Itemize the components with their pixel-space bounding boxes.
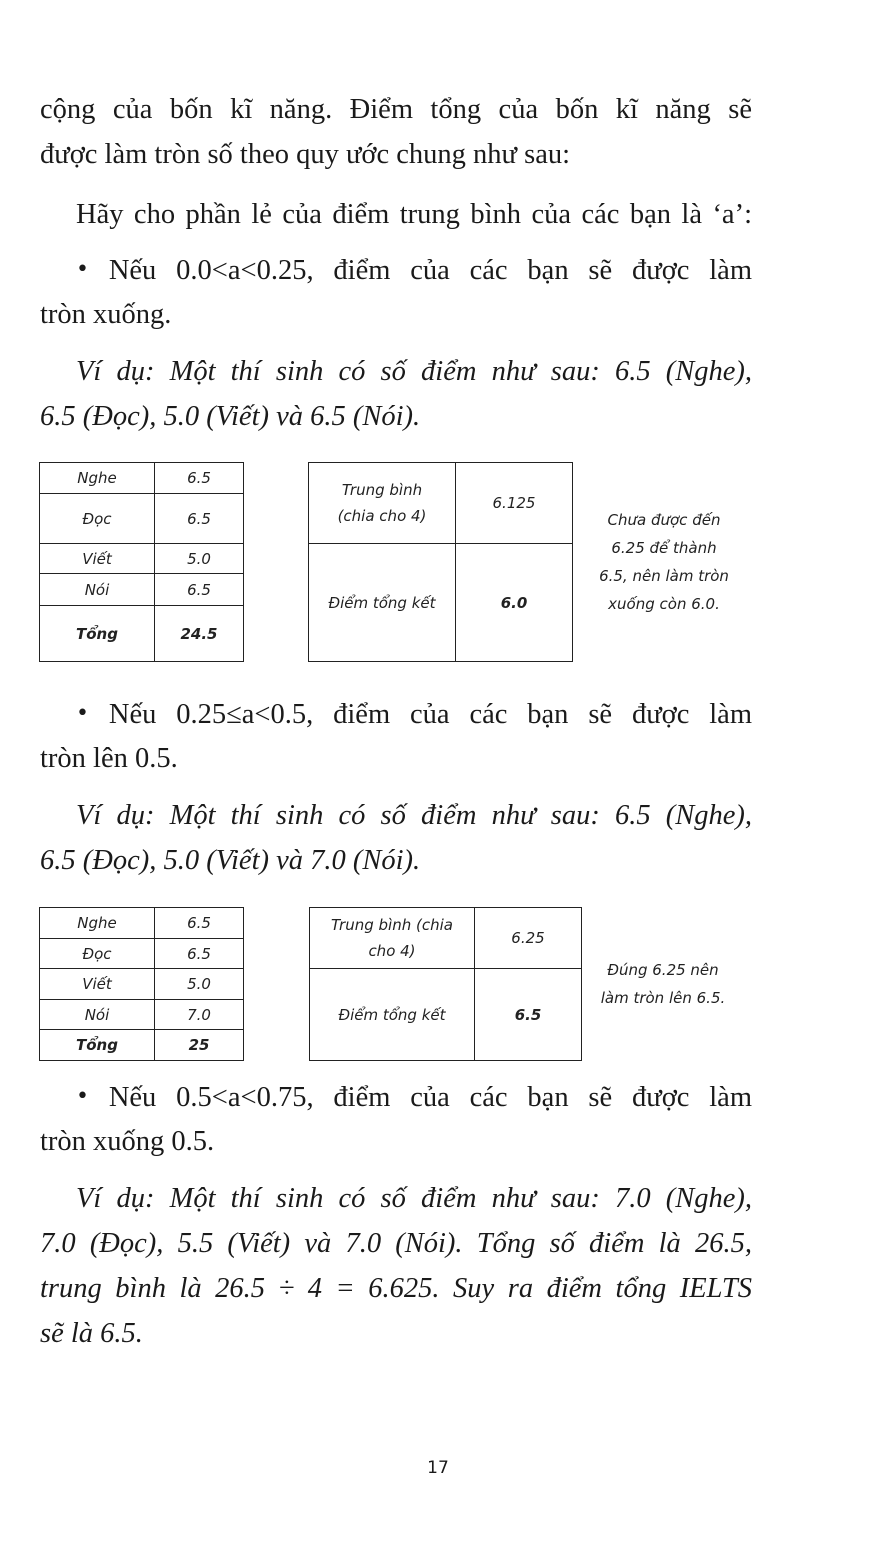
skill-cell: Nói bbox=[40, 1000, 155, 1030]
final-value-cell: 6.0 bbox=[456, 544, 573, 662]
note-line: 6.5, nên làm tròn bbox=[599, 567, 729, 585]
rule2-note bbox=[588, 956, 738, 1012]
rule3-line-2: tròn xuống 0.5. bbox=[40, 1126, 215, 1157]
final-label-cell: Điểm tổng kết bbox=[309, 544, 456, 662]
skill-cell: Nghe bbox=[40, 908, 155, 939]
rule1-note bbox=[584, 506, 744, 618]
score-cell: 6.5 bbox=[155, 939, 244, 969]
bullet-icon: • bbox=[76, 257, 89, 282]
rule1-example-line-1: Ví dụ: Một thí sinh có số điểm như sau: 6.5 (Nghe), bbox=[76, 356, 752, 387]
note-line: Đúng 6.25 nên bbox=[607, 961, 719, 979]
rule2-line-1-text: Nếu 0.25≤a<0.5, điểm của các bạn sẽ được làm bbox=[108, 699, 752, 730]
average-label-line-1: Trung bình (chia bbox=[331, 916, 453, 934]
final-label-cell: Điểm tổng kết bbox=[310, 969, 475, 1061]
bullet-icon: • bbox=[76, 701, 89, 726]
rule2-example-line-1: Ví dụ: Một thí sinh có số điểm như sau: 6.5 (Nghe), bbox=[76, 800, 752, 831]
intro-line-3: Hãy cho phần lẻ của điểm trung bình của các bạn là ‘a’: bbox=[76, 199, 752, 230]
rule3-line-1 bbox=[40, 1075, 752, 1120]
skill-cell: Viết bbox=[40, 544, 155, 574]
rule2-scores-table bbox=[39, 907, 244, 1061]
score-cell: 5.0 bbox=[155, 544, 244, 574]
total-label-cell: Tổng bbox=[40, 606, 155, 662]
table-row bbox=[40, 969, 244, 1000]
score-cell: 6.5 bbox=[155, 463, 244, 494]
rule3-line-1-text: Nếu 0.5<a<0.75, điểm của các bạn sẽ được làm bbox=[108, 1082, 752, 1113]
bullet-icon: • bbox=[76, 1084, 89, 1109]
intro-line-1: cộng của bốn kĩ năng. Điểm tổng của bốn kĩ năng sẽ bbox=[40, 94, 752, 125]
score-cell: 6.5 bbox=[155, 494, 244, 544]
table-row bbox=[40, 463, 244, 494]
note-line: 6.25 để thành bbox=[611, 539, 717, 557]
rule1-line-1-text: Nếu 0.0<a<0.25, điểm của các bạn sẽ được làm bbox=[108, 255, 752, 286]
rule2-result-table bbox=[309, 907, 582, 1061]
page-number: 17 bbox=[427, 1458, 449, 1478]
skill-cell: Nghe bbox=[40, 463, 155, 494]
table-row-total bbox=[40, 606, 244, 662]
average-label-line-2: (chia cho 4) bbox=[337, 507, 427, 525]
average-value-cell: 6.25 bbox=[475, 908, 582, 969]
table-row bbox=[40, 908, 244, 939]
rule1-example-line-2: 6.5 (Đọc), 5.0 (Viết) và 6.5 (Nói). bbox=[40, 401, 421, 432]
note-line: xuống còn 6.0. bbox=[608, 595, 720, 613]
score-cell: 6.5 bbox=[155, 574, 244, 606]
table-row bbox=[310, 908, 582, 969]
table-row bbox=[309, 463, 573, 544]
table-row bbox=[40, 1000, 244, 1030]
score-cell: 6.5 bbox=[155, 908, 244, 939]
rule2-line-2: tròn lên 0.5. bbox=[40, 743, 178, 774]
skill-cell: Đọc bbox=[40, 494, 155, 544]
table-row-total bbox=[40, 1030, 244, 1061]
total-label-cell: Tổng bbox=[40, 1030, 155, 1061]
average-label-line-2: cho 4) bbox=[368, 942, 416, 960]
note-line: làm tròn lên 6.5. bbox=[600, 989, 726, 1007]
total-score-cell: 24.5 bbox=[155, 606, 244, 662]
average-label-cell bbox=[309, 463, 456, 544]
final-value-cell: 6.5 bbox=[475, 969, 582, 1061]
rule2-line-1 bbox=[40, 692, 752, 737]
skill-cell: Nói bbox=[40, 574, 155, 606]
table-row bbox=[310, 969, 582, 1061]
rule3-example-line-2: 7.0 (Đọc), 5.5 (Viết) và 7.0 (Nói). Tổng số điểm là 26.5, bbox=[40, 1228, 752, 1259]
rule3-example-line-1: Ví dụ: Một thí sinh có số điểm như sau: 7.0 (Nghe), bbox=[76, 1183, 752, 1214]
note-line: Chưa được đến bbox=[607, 511, 721, 529]
rule1-result-table bbox=[308, 462, 573, 662]
table-row bbox=[40, 494, 244, 544]
intro-line-2: được làm tròn số theo quy ước chung như sau: bbox=[40, 139, 571, 170]
score-cell: 5.0 bbox=[155, 969, 244, 1000]
skill-cell: Đọc bbox=[40, 939, 155, 969]
average-value-cell: 6.125 bbox=[456, 463, 573, 544]
score-cell: 7.0 bbox=[155, 1000, 244, 1030]
table-row bbox=[40, 574, 244, 606]
total-score-cell: 25 bbox=[155, 1030, 244, 1061]
rule1-scores-table bbox=[39, 462, 244, 662]
table-row bbox=[40, 939, 244, 969]
table-row bbox=[40, 544, 244, 574]
rule3-example-line-4: sẽ là 6.5. bbox=[40, 1318, 143, 1349]
rule2-example-line-2: 6.5 (Đọc), 5.0 (Viết) và 7.0 (Nói). bbox=[40, 845, 421, 876]
rule1-line-1 bbox=[40, 248, 752, 293]
table-row bbox=[309, 544, 573, 662]
average-label-line-1: Trung bình bbox=[341, 481, 423, 499]
rule3-example-line-3: trung bình là 26.5 ÷ 4 = 6.625. Suy ra điểm tổng IELTS bbox=[40, 1273, 752, 1304]
rule1-line-2: tròn xuống. bbox=[40, 299, 172, 330]
average-label-cell bbox=[310, 908, 475, 969]
skill-cell: Viết bbox=[40, 969, 155, 1000]
